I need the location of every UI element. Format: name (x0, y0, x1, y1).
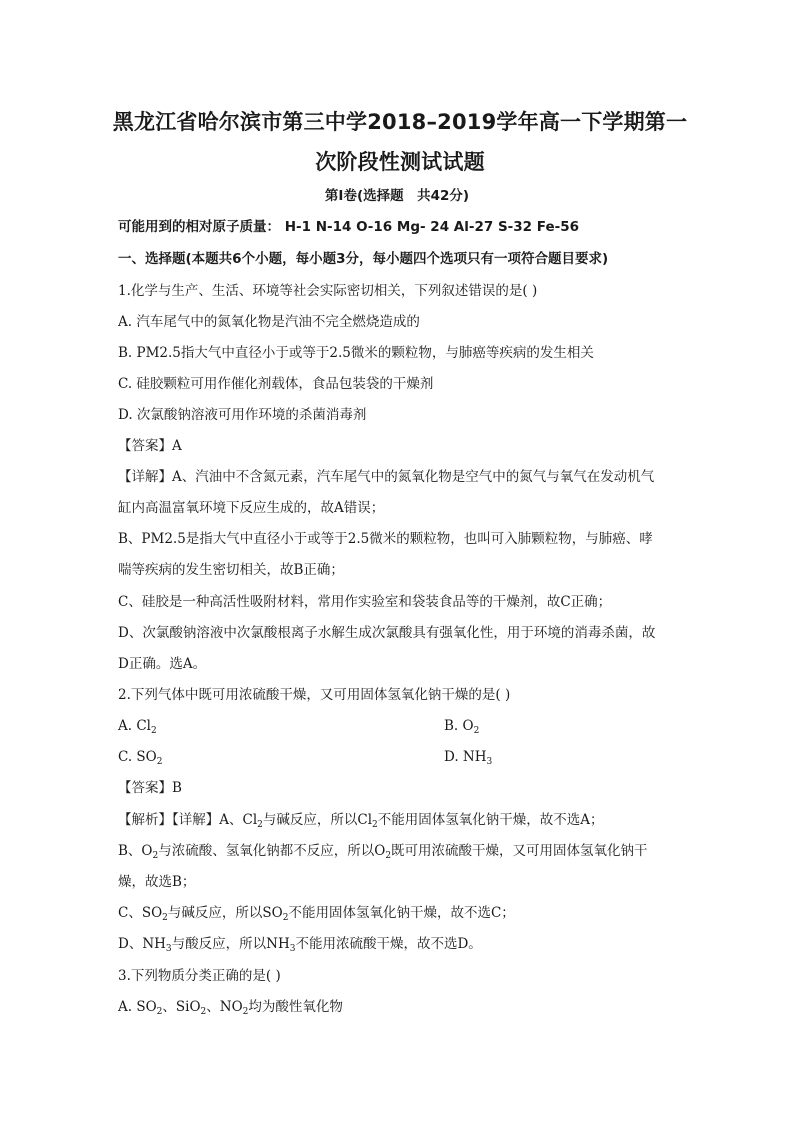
q2-explain-a: 【解析】【详解】A、$Cl_2$与碱反应，所以$Cl_2$不能用固体氢氧化钠干燥，故不选A； (118, 812, 604, 830)
part-heading: 一、选择题(本题共6个小题，每小题3分，每小题四个选项只有一项符合题目要求) (118, 251, 609, 267)
q3-stem: 3.下列物质分类正确的是( ) (118, 968, 281, 984)
q3-option-a: A. $SO_2$、SiO$_2$、$NO_2$均为酸性氧化物 (118, 999, 343, 1017)
q2-option-b: B. $O_2$ (444, 718, 480, 736)
q2-option-d: D. $NH_3$ (444, 749, 493, 767)
q2-explain-b-2: 燥，故选B； (118, 874, 196, 890)
title-line-1: 黑龙江省哈尔滨市第三中学2018–2019学年高一下学期第一 (112, 110, 688, 134)
q2-answer: 【答案】B (118, 780, 182, 796)
q2-option-c: C. $SO_2$ (118, 749, 163, 767)
q1-explain-b-1: B、PM2.5是指大气中直径小于或等于2.5微米的颗粒物，也叫可入肺颗粒物，与肺癌、哮 (118, 531, 653, 547)
q2-explain-c: C、$SO_2$与碱反应，所以$SO_2$不能用固体氢氧化钠干燥，故不选C； (118, 905, 515, 923)
q1-option-d: D. 次氯酸钠溶液可用作环境的杀菌消毒剂 (118, 407, 367, 423)
q1-option-b: B. PM2.5指大气中直径小于或等于2.5微米的颗粒物，与肺癌等疾病的发生相关 (118, 345, 594, 361)
q1-explain-b-2: 喘等疾病的发生密切相关，故B正确； (118, 562, 344, 578)
q1-stem: 1.化学与生产、生活、环境等社会实际密切相关，下列叙述错误的是( ) (118, 283, 538, 299)
q1-option-a: A. 汽车尾气中的氮氧化物是汽油不完全燃烧造成的 (118, 314, 420, 330)
q2-option-a: A. $Cl_2$ (118, 718, 157, 736)
q1-option-c: C. 硅胶颗粒可用作催化剂载体，食品包装袋的干燥剂 (118, 376, 434, 392)
q2-explain-d: D、$NH_3$与酸反应，所以$NH_3$不能用浓硫酸干燥，故不选D。 (118, 936, 482, 954)
q1-explain-c: C、硅胶是一种高活性吸附材料，常用作实验室和袋装食品等的干燥剂，故C正确； (118, 594, 612, 610)
title-line-2: 次阶段性测试试题 (315, 150, 485, 174)
q1-explain-a-1: 【详解】A、汽油中不含氮元素，汽车尾气中的氮氧化物是空气中的氮气与氧气在发动机气 (118, 469, 655, 485)
q1-explain-d-1: D、次氯酸钠溶液中次氯酸根离子水解生成次氯酸具有强氧化性，用于环境的消毒杀菌，故 (118, 625, 656, 641)
q1-explain-d-2: D正确。选A。 (118, 656, 207, 672)
q1-explain-a-2: 缸内高温富氧环境下反应生成的，故A错误； (118, 500, 385, 516)
q2-explain-b-1: B、$O_2$与浓硫酸、氢氧化钠都不反应，所以$O_2$既可用浓硫酸干燥，又可用固体氢氧化钠干 (118, 843, 648, 861)
q2-stem: 2.下列气体中既可用浓硫酸干燥，又可用固体氢氧化钠干燥的是( ) (118, 687, 511, 703)
q1-answer: 【答案】A (118, 438, 182, 454)
section-heading: 第Ⅰ卷(选择题 共42分) (324, 188, 470, 204)
atomic-masses: 可能用到的相对原子质量： H-1 N-14 O-16 Mg- 24 Al-27 S-32 Fe-56 (118, 219, 579, 235)
